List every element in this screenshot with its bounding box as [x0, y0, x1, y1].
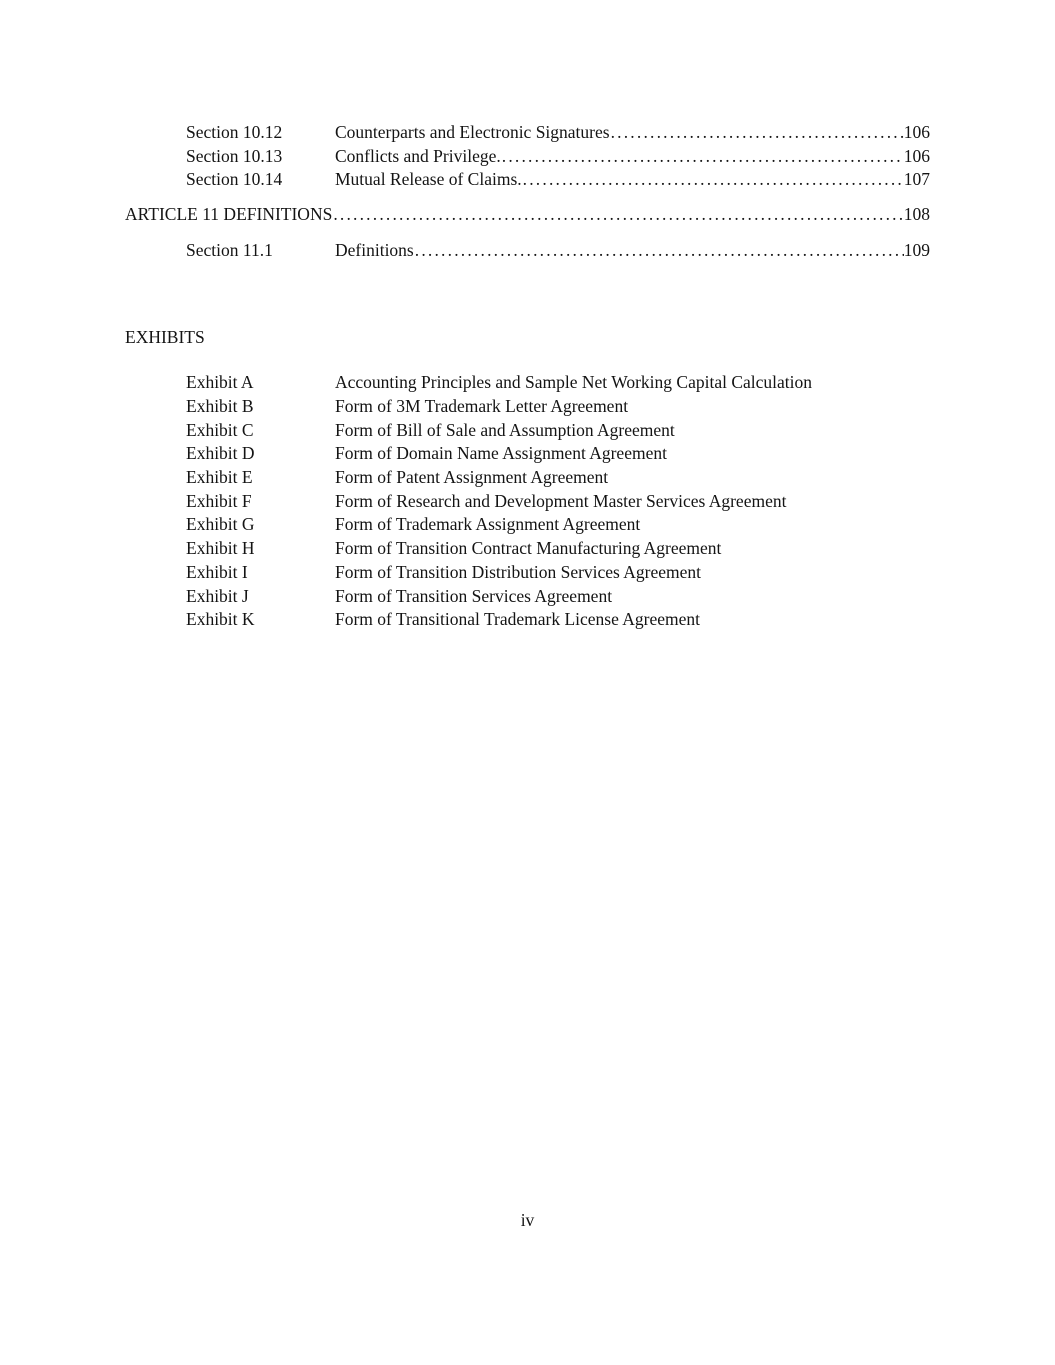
exhibit-label: Exhibit B [186, 395, 254, 416]
toc-entry-label: Section 10.14 [186, 169, 283, 190]
toc-entry [125, 145, 930, 169]
exhibit-row [125, 419, 930, 443]
exhibit-label: Exhibit H [186, 538, 255, 559]
exhibit-list [125, 371, 930, 632]
dot-leader [332, 203, 903, 227]
toc-page-number: 106 [903, 145, 930, 166]
page-number-footer: iv [520, 1210, 535, 1230]
toc-entry-title: Definitions [335, 239, 414, 260]
exhibit-title: Form of Patent Assignment Agreement [335, 467, 609, 488]
exhibit-row [125, 490, 930, 514]
dot-leader [522, 168, 904, 192]
toc-entry [125, 239, 930, 263]
exhibit-title: Form of Research and Development Master Services Agreement [335, 490, 787, 511]
exhibits-heading: EXHIBITS [125, 326, 205, 347]
toc-entry-title: Conflicts and Privilege. [335, 145, 501, 166]
exhibit-title: Form of Domain Name Assignment Agreement [335, 443, 667, 464]
exhibit-label: Exhibit I [186, 561, 248, 582]
exhibit-row [125, 442, 930, 466]
toc-entry-title: Counterparts and Electronic Signatures [335, 122, 610, 142]
toc-article-entry [125, 203, 930, 227]
exhibit-title: Form of Transition Contract Manufacturing Agreement [335, 538, 722, 559]
exhibit-label: Exhibit D [186, 443, 255, 464]
toc-page-number: 106 [903, 122, 930, 142]
exhibit-row [125, 537, 930, 561]
exhibit-title: Form of Transition Services Agreement [335, 585, 613, 606]
exhibit-row [125, 513, 930, 537]
exhibit-title: Form of Trademark Assignment Agreement [335, 514, 641, 535]
dot-leader [610, 121, 904, 145]
dot-leader [414, 239, 904, 263]
toc-page-number: 107 [903, 169, 930, 190]
exhibit-row [125, 371, 930, 395]
exhibit-title: Form of Bill of Sale and Assumption Agreement [335, 419, 675, 440]
exhibit-label: Exhibit E [186, 467, 253, 488]
exhibit-label: Exhibit J [186, 585, 249, 606]
exhibit-row [125, 466, 930, 490]
exhibit-row [125, 561, 930, 585]
exhibit-row [125, 395, 930, 419]
exhibit-row [125, 608, 930, 632]
toc-entry [125, 121, 930, 145]
toc-entry [125, 168, 930, 192]
exhibit-title: Form of Transitional Trademark License Agreement [335, 609, 701, 630]
exhibit-title: Form of Transition Distribution Services Agreement [335, 561, 702, 582]
exhibit-label: Exhibit F [186, 490, 252, 511]
exhibit-label: Exhibit A [186, 372, 254, 393]
toc-entry-title: Mutual Release of Claims. [335, 169, 522, 190]
exhibit-label: Exhibit C [186, 419, 254, 440]
dot-leader [501, 145, 904, 169]
exhibit-title: Accounting Principles and Sample Net Working Capital Calculation [335, 372, 812, 393]
exhibit-label: Exhibit K [186, 609, 255, 630]
toc-article-label: ARTICLE 11 DEFINITIONS [125, 204, 333, 225]
exhibit-row [125, 585, 930, 609]
exhibit-label: Exhibit G [186, 514, 255, 535]
table-of-contents [125, 121, 930, 632]
toc-entry-label: Section 10.12 [186, 122, 283, 142]
toc-page-number: 109 [903, 239, 930, 260]
toc-entry-label: Section 11.1 [186, 239, 273, 260]
exhibit-title: Form of 3M Trademark Letter Agreement [335, 395, 629, 416]
toc-page-number: 108 [903, 204, 930, 225]
toc-entry-label: Section 10.13 [186, 145, 283, 166]
